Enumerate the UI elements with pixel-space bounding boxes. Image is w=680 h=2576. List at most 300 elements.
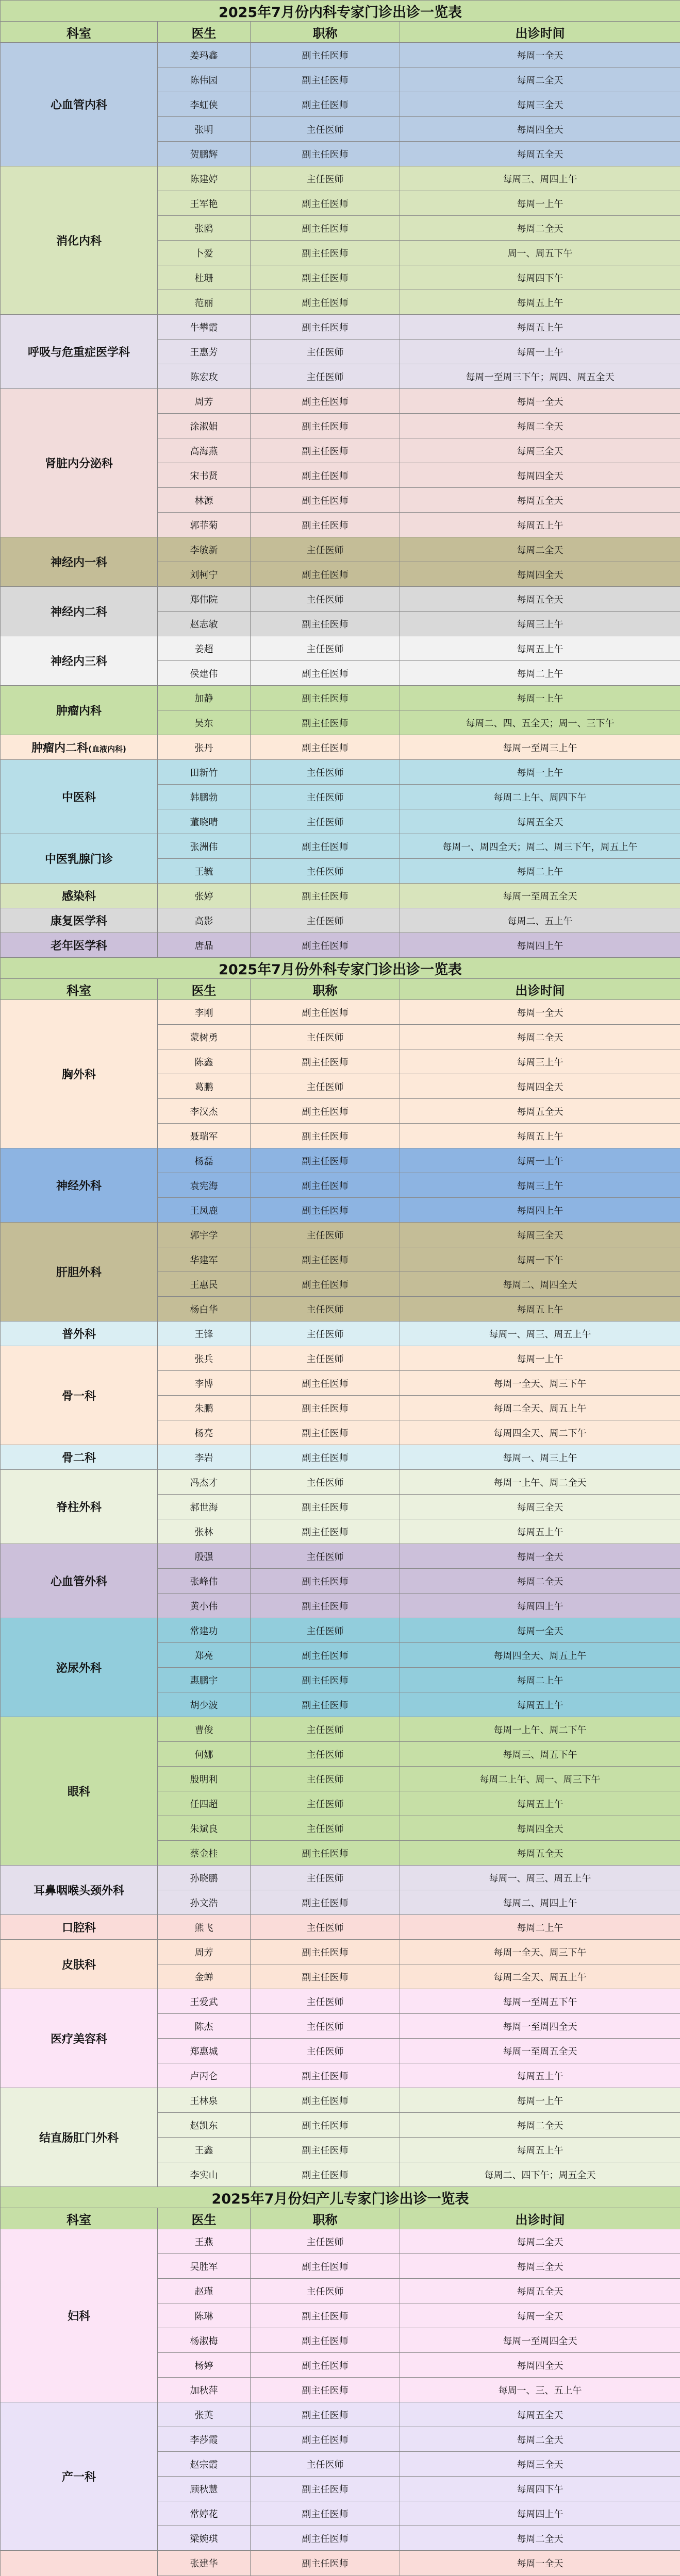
doctor-title: 副主任医师 <box>251 834 400 859</box>
doctor-name: 李岩 <box>158 1445 251 1470</box>
doctor-name: 常建功 <box>158 1618 251 1643</box>
doctor-name: 张婷 <box>158 884 251 908</box>
doctor-row <box>1 43 680 67</box>
doctor-name: 卢丙仑 <box>158 2063 251 2088</box>
doctor-name: 华建军 <box>158 1247 251 1272</box>
doctor-name: 张英 <box>158 2402 251 2427</box>
department-cell <box>1 636 158 686</box>
doctor-row <box>1 1866 680 1890</box>
department-cell <box>1 166 158 315</box>
doctor-name: 朱鹏 <box>158 1396 251 1420</box>
clinic-schedule: 每周一全天、周三下午 <box>400 1371 680 1396</box>
doctor-name: 聂瑞军 <box>158 1124 251 1148</box>
clinic-schedule: 每周三上午 <box>400 1173 680 1198</box>
doctor-row <box>1 735 680 760</box>
department-cell <box>1 2402 158 2551</box>
doctor-name: 王锋 <box>158 1321 251 1346</box>
header-department: 科室 <box>1 979 158 1000</box>
doctor-title: 副主任医师 <box>251 92 400 117</box>
clinic-schedule: 每周四全天 <box>400 117 680 142</box>
doctor-name: 张峰伟 <box>158 1569 251 1594</box>
doctor-row <box>1 1618 680 1643</box>
doctor-title: 副主任医师 <box>251 488 400 513</box>
clinic-schedule: 每周二全天 <box>400 1025 680 1049</box>
doctor-title: 主任医师 <box>251 1074 400 1099</box>
doctor-title: 主任医师 <box>251 2039 400 2063</box>
department-name: 普外科 <box>61 1328 96 1341</box>
doctor-name: 曹俊 <box>158 1717 251 1742</box>
department-name: 心血管内科 <box>50 99 107 112</box>
doctor-row <box>1 1321 680 1346</box>
clinic-schedule: 每周四下午 <box>400 2477 680 2501</box>
doctor-name: 加秋萍 <box>158 2378 251 2402</box>
clinic-schedule: 每周一上午 <box>400 760 680 785</box>
doctor-row <box>1 2229 680 2254</box>
department-cell <box>1 760 158 834</box>
clinic-schedule: 每周四全天 <box>400 1816 680 1841</box>
clinic-schedule: 每周五上午 <box>400 2063 680 2088</box>
doctor-name: 王军艳 <box>158 191 251 216</box>
doctor-title: 副主任医师 <box>251 67 400 92</box>
department-cell <box>1 389 158 537</box>
department-name: 神经内二科 <box>50 606 107 619</box>
department-name: 产一科 <box>61 2471 96 2484</box>
doctor-title: 副主任医师 <box>251 1964 400 1989</box>
clinic-schedule: 每周四上午 <box>400 2501 680 2526</box>
doctor-row <box>1 1989 680 2014</box>
department-name: 脊柱外科 <box>56 1501 102 1514</box>
clinic-schedule: 周一、周五下午 <box>400 241 680 265</box>
doctor-name: 张林 <box>158 1519 251 1544</box>
doctor-title: 主任医师 <box>251 1618 400 1643</box>
doctor-title: 副主任医师 <box>251 1940 400 1964</box>
department-name: 神经外科 <box>56 1180 102 1193</box>
clinic-schedule: 每周三全天 <box>400 1495 680 1519</box>
doctor-name: 胡少波 <box>158 1692 251 1717</box>
clinic-schedule: 每周五上午 <box>400 1124 680 1148</box>
section-title: 2025年7月份内科专家门诊出诊一览表 <box>1 1 680 22</box>
doctor-title: 副主任医师 <box>251 1247 400 1272</box>
doctor-title: 主任医师 <box>251 1544 400 1569</box>
doctor-name: 冯杰才 <box>158 1470 251 1495</box>
clinic-schedule: 每周五上午 <box>400 290 680 315</box>
department-name: 肿瘤内二科 <box>31 742 89 755</box>
department-name: 老年医学科 <box>50 940 107 953</box>
doctor-row <box>1 933 680 958</box>
doctor-title: 副主任医师 <box>251 1198 400 1223</box>
department-cell <box>1 933 158 958</box>
clinic-schedule: 每周一上午 <box>400 191 680 216</box>
clinic-schedule: 每周二上午 <box>400 1668 680 1692</box>
doctor-name: 唐晶 <box>158 933 251 958</box>
doctor-name: 郭菲菊 <box>158 513 251 537</box>
clinic-schedule: 每周二全天、周五上午 <box>400 1964 680 1989</box>
doctor-name: 张洲伟 <box>158 834 251 859</box>
clinic-schedule: 每周一全天 <box>400 1000 680 1025</box>
doctor-title: 主任医师 <box>251 1915 400 1940</box>
doctor-name: 周芳 <box>158 1940 251 1964</box>
department-name: 肝胆外科 <box>56 1266 102 1279</box>
clinic-schedule: 每周四上午 <box>400 1594 680 1618</box>
department-cell <box>1 1000 158 1148</box>
clinic-schedule: 每周二全天 <box>400 2526 680 2551</box>
doctor-name: 张鸥 <box>158 216 251 241</box>
header-department: 科室 <box>1 22 158 43</box>
doctor-row <box>1 1915 680 1940</box>
doctor-row <box>1 908 680 933</box>
doctor-name: 李虹侠 <box>158 92 251 117</box>
clinic-schedule: 每周一至周三下午；周四、周五全天 <box>400 364 680 389</box>
doctor-row <box>1 1940 680 1964</box>
doctor-row <box>1 315 680 340</box>
department-cell <box>1 537 158 587</box>
doctor-title: 副主任医师 <box>251 43 400 67</box>
doctor-title: 主任医师 <box>251 166 400 191</box>
doctor-row <box>1 1148 680 1173</box>
doctor-name: 蔡金桂 <box>158 1841 251 1866</box>
doctor-title: 副主任医师 <box>251 290 400 315</box>
doctor-title: 主任医师 <box>251 2014 400 2039</box>
clinic-schedule: 每周四全天 <box>400 562 680 587</box>
department-cell <box>1 834 158 884</box>
section-title: 2025年7月份外科专家门诊出诊一览表 <box>1 958 680 979</box>
department-name: 中医科 <box>61 791 96 804</box>
doctor-name: 卜爱 <box>158 241 251 265</box>
column-header-row <box>1 22 680 43</box>
department-cell <box>1 1915 158 1940</box>
clinic-schedule: 每周一上午 <box>400 1346 680 1371</box>
doctor-title: 主任医师 <box>251 2279 400 2303</box>
doctor-name: 李敏新 <box>158 537 251 562</box>
doctor-title: 副主任医师 <box>251 1569 400 1594</box>
doctor-name: 张明 <box>158 117 251 142</box>
clinic-schedule: 每周一下午 <box>400 1247 680 1272</box>
doctor-title: 副主任医师 <box>251 315 400 340</box>
doctor-name: 孙晓鹏 <box>158 1866 251 1890</box>
clinic-schedule: 每周五上午 <box>400 513 680 537</box>
doctor-title: 主任医师 <box>251 1470 400 1495</box>
doctor-title: 主任医师 <box>251 340 400 364</box>
doctor-name: 涂淑娟 <box>158 414 251 438</box>
clinic-schedule: 每周一、周四全天；周二、周三下午，周五上午 <box>400 834 680 859</box>
doctor-name: 杨磊 <box>158 1148 251 1173</box>
doctor-name: 李实山 <box>158 2162 251 2187</box>
doctor-name: 郭宇学 <box>158 1223 251 1247</box>
clinic-schedule: 每周一上午 <box>400 1148 680 1173</box>
department-subname: (血液内科) <box>88 744 126 754</box>
department-name: 眼科 <box>67 1786 90 1799</box>
doctor-row <box>1 2088 680 2113</box>
doctor-title: 副主任医师 <box>251 2477 400 2501</box>
doctor-name: 陈宏玫 <box>158 364 251 389</box>
department-name: 肾脏内分泌科 <box>44 457 113 470</box>
doctor-title: 主任医师 <box>251 1816 400 1841</box>
doctor-name: 李刚 <box>158 1000 251 1025</box>
doctor-title: 副主任医师 <box>251 1148 400 1173</box>
doctor-title: 副主任医师 <box>251 686 400 710</box>
doctor-row <box>1 2551 680 2575</box>
clinic-schedule: 每周三、周四上午 <box>400 166 680 191</box>
doctor-name: 吴胜军 <box>158 2254 251 2279</box>
doctor-title: 副主任医师 <box>251 216 400 241</box>
department-name: 消化内科 <box>56 235 102 248</box>
clinic-schedule: 每周三、周五下午 <box>400 1742 680 1767</box>
doctor-title: 副主任医师 <box>251 1445 400 1470</box>
clinic-schedule: 每周一上午 <box>400 2088 680 2113</box>
doctor-name: 董晓晴 <box>158 809 251 834</box>
department-cell <box>1 1223 158 1321</box>
doctor-name: 陈建婷 <box>158 166 251 191</box>
doctor-title: 主任医师 <box>251 1346 400 1371</box>
doctor-title: 副主任医师 <box>251 612 400 636</box>
clinic-schedule: 每周一至周四全天 <box>400 2328 680 2353</box>
doctor-row <box>1 587 680 612</box>
doctor-title: 主任医师 <box>251 537 400 562</box>
clinic-schedule: 每周四全天、周二下午 <box>400 1420 680 1445</box>
doctor-title: 副主任医师 <box>251 1000 400 1025</box>
clinic-schedule: 每周一全天、周三下午 <box>400 1940 680 1964</box>
doctor-title: 副主任医师 <box>251 1272 400 1297</box>
clinic-schedule: 每周四全天 <box>400 1074 680 1099</box>
doctor-name: 李汉杰 <box>158 1099 251 1124</box>
header-doctor: 医生 <box>158 2208 251 2229</box>
doctor-name: 李博 <box>158 1371 251 1396</box>
doctor-name: 王毓 <box>158 859 251 884</box>
clinic-schedule: 每周五上午 <box>400 2138 680 2162</box>
clinic-schedule: 每周五全天 <box>400 142 680 166</box>
doctor-name: 赵瑾 <box>158 2279 251 2303</box>
department-name: 神经内三科 <box>50 655 107 668</box>
doctor-title: 主任医师 <box>251 1321 400 1346</box>
clinic-schedule: 每周五全天 <box>400 1099 680 1124</box>
doctor-name: 杨婷 <box>158 2353 251 2378</box>
doctor-title: 副主任医师 <box>251 2254 400 2279</box>
doctor-title: 主任医师 <box>251 1223 400 1247</box>
clinic-schedule: 每周五上午 <box>400 636 680 661</box>
doctor-name: 惠鹏宇 <box>158 1668 251 1692</box>
clinic-schedule: 每周二全天 <box>400 2427 680 2452</box>
doctor-row <box>1 1717 680 1742</box>
department-name: 呼吸与危重症医学科 <box>27 346 130 359</box>
doctor-title: 副主任医师 <box>251 933 400 958</box>
doctor-name: 陈琳 <box>158 2303 251 2328</box>
clinic-schedule: 每周五上午 <box>400 1519 680 1544</box>
clinic-schedule: 每周一、三、五上午 <box>400 2378 680 2402</box>
clinic-schedule: 每周一、周三、周五上午 <box>400 1321 680 1346</box>
department-cell <box>1 1618 158 1717</box>
department-cell <box>1 1346 158 1445</box>
clinic-schedule: 每周一全天 <box>400 1618 680 1643</box>
department-cell <box>1 1866 158 1915</box>
schedule-body <box>1 1 680 2576</box>
doctor-title: 副主任医师 <box>251 2303 400 2328</box>
clinic-schedule: 每周一至周四全天 <box>400 2014 680 2039</box>
doctor-title: 副主任医师 <box>251 1173 400 1198</box>
doctor-title: 主任医师 <box>251 117 400 142</box>
clinic-schedule: 每周四全天、周五上午 <box>400 1643 680 1668</box>
clinic-schedule: 每周二、周四上午 <box>400 1890 680 1915</box>
doctor-title: 副主任医师 <box>251 1099 400 1124</box>
doctor-name: 殷强 <box>158 1544 251 1569</box>
doctor-name: 宋书贤 <box>158 463 251 488</box>
department-name: 口腔科 <box>61 1922 96 1935</box>
doctor-title: 副主任医师 <box>251 2402 400 2427</box>
column-header-row <box>1 2208 680 2229</box>
doctor-row <box>1 834 680 859</box>
department-cell <box>1 2088 158 2187</box>
doctor-title: 副主任医师 <box>251 2378 400 2402</box>
header-schedule: 出诊时间 <box>400 2208 680 2229</box>
clinic-schedule: 每周一全天 <box>400 1544 680 1569</box>
doctor-name: 黄小伟 <box>158 1594 251 1618</box>
clinic-schedule: 每周四上午 <box>400 933 680 958</box>
doctor-name: 陈杰 <box>158 2014 251 2039</box>
section-title-row <box>1 1 680 22</box>
doctor-row <box>1 760 680 785</box>
doctor-name: 张兵 <box>158 1346 251 1371</box>
clinic-schedule: 每周二、四下午；周五全天 <box>400 2162 680 2187</box>
department-name: 胸外科 <box>61 1069 96 1081</box>
doctor-title: 主任医师 <box>251 1025 400 1049</box>
clinic-schedule: 每周五全天 <box>400 2402 680 2427</box>
clinic-schedule: 每周五上午 <box>400 1791 680 1816</box>
department-cell <box>1 735 158 760</box>
doctor-title: 副主任医师 <box>251 389 400 414</box>
doctor-name: 田新竹 <box>158 760 251 785</box>
department-cell <box>1 884 158 908</box>
department-cell <box>1 315 158 389</box>
clinic-schedule: 每周二、四、五全天；周一、三下午 <box>400 710 680 735</box>
department-name: 感染科 <box>61 890 96 903</box>
clinic-schedule: 每周一上午 <box>400 340 680 364</box>
doctor-title: 副主任医师 <box>251 1396 400 1420</box>
doctor-name: 蒙树勇 <box>158 1025 251 1049</box>
clinic-schedule: 每周五全天 <box>400 1841 680 1866</box>
clinic-schedule: 每周三全天 <box>400 2254 680 2279</box>
department-name: 心血管外科 <box>50 1575 107 1588</box>
department-name: 中医乳腺门诊 <box>44 853 113 866</box>
doctor-name: 姜超 <box>158 636 251 661</box>
clinic-schedule: 每周二全天 <box>400 1569 680 1594</box>
clinic-schedule: 每周二上午、周四下午 <box>400 785 680 809</box>
doctor-title: 副主任医师 <box>251 1049 400 1074</box>
doctor-row <box>1 1445 680 1470</box>
clinic-schedule: 每周五上午 <box>400 1692 680 1717</box>
doctor-title: 副主任医师 <box>251 710 400 735</box>
doctor-title: 副主任医师 <box>251 414 400 438</box>
section-title: 2025年7月份妇产儿专家门诊出诊一览表 <box>1 2187 680 2208</box>
clinic-schedule: 每周一至周五全天 <box>400 2039 680 2063</box>
doctor-title: 副主任医师 <box>251 884 400 908</box>
doctor-title: 主任医师 <box>251 785 400 809</box>
department-cell <box>1 2229 158 2402</box>
doctor-title: 副主任医师 <box>251 2138 400 2162</box>
doctor-row <box>1 1346 680 1371</box>
doctor-name: 王惠民 <box>158 1272 251 1297</box>
clinic-schedule: 每周二上午、周一、周三下午 <box>400 1767 680 1791</box>
department-name: 肿瘤内科 <box>56 705 102 718</box>
doctor-name: 刘柯宁 <box>158 562 251 587</box>
header-department: 科室 <box>1 2208 158 2229</box>
header-title: 职称 <box>251 22 400 43</box>
doctor-title: 副主任医师 <box>251 1495 400 1519</box>
clinic-schedule: 每周三全天 <box>400 2452 680 2477</box>
doctor-title: 主任医师 <box>251 1791 400 1816</box>
doctor-title: 副主任医师 <box>251 1124 400 1148</box>
department-cell <box>1 908 158 933</box>
doctor-name: 何娜 <box>158 1742 251 1767</box>
doctor-title: 副主任医师 <box>251 191 400 216</box>
doctor-name: 高影 <box>158 908 251 933</box>
doctor-name: 孙文浩 <box>158 1890 251 1915</box>
doctor-name: 杜珊 <box>158 265 251 290</box>
department-name: 骨一科 <box>61 1390 96 1403</box>
clinic-schedule: 每周四全天 <box>400 463 680 488</box>
doctor-title: 主任医师 <box>251 2452 400 2477</box>
department-name: 泌尿外科 <box>56 1662 102 1675</box>
doctor-name: 杨亮 <box>158 1420 251 1445</box>
header-doctor: 医生 <box>158 979 251 1000</box>
clinic-schedule: 每周二全天 <box>400 414 680 438</box>
clinic-schedule: 每周一至周五下午 <box>400 1989 680 2014</box>
doctor-name: 姜玛鑫 <box>158 43 251 67</box>
doctor-row <box>1 686 680 710</box>
doctor-name: 范丽 <box>158 290 251 315</box>
doctor-row <box>1 1544 680 1569</box>
clinic-schedule: 每周二、五上午 <box>400 908 680 933</box>
doctor-name: 韩鹏勃 <box>158 785 251 809</box>
doctor-title: 副主任医师 <box>251 142 400 166</box>
doctor-title: 副主任医师 <box>251 1668 400 1692</box>
doctor-row <box>1 389 680 414</box>
clinic-schedule: 每周二全天 <box>400 2113 680 2138</box>
doctor-name: 侯建伟 <box>158 661 251 686</box>
doctor-row <box>1 1000 680 1025</box>
doctor-name: 加静 <box>158 686 251 710</box>
doctor-row <box>1 1223 680 1247</box>
doctor-row <box>1 636 680 661</box>
clinic-schedule: 每周一全天 <box>400 2303 680 2328</box>
clinic-schedule: 每周二全天 <box>400 537 680 562</box>
doctor-title: 主任医师 <box>251 1989 400 2014</box>
doctor-name: 朱斌良 <box>158 1816 251 1841</box>
clinic-schedule: 每周二上午 <box>400 1915 680 1940</box>
doctor-title: 副主任医师 <box>251 2162 400 2187</box>
doctor-name: 王燕 <box>158 2229 251 2254</box>
department-name: 耳鼻咽喉头颈外科 <box>33 1885 124 1897</box>
doctor-title: 主任医师 <box>251 859 400 884</box>
doctor-title: 副主任医师 <box>251 2088 400 2113</box>
department-name: 康复医学科 <box>50 915 107 928</box>
department-cell <box>1 1321 158 1346</box>
clinic-schedule: 每周一至周三上午 <box>400 735 680 760</box>
doctor-name: 郑亮 <box>158 1643 251 1668</box>
department-cell <box>1 1717 158 1866</box>
doctor-name: 杨白华 <box>158 1297 251 1321</box>
clinic-schedule: 每周一、周三上午 <box>400 1445 680 1470</box>
doctor-title: 副主任医师 <box>251 1692 400 1717</box>
doctor-title: 副主任医师 <box>251 513 400 537</box>
doctor-name: 郝世海 <box>158 1495 251 1519</box>
doctor-name: 赵志敏 <box>158 612 251 636</box>
clinic-schedule: 每周四上午 <box>400 1198 680 1223</box>
department-cell <box>1 1148 158 1223</box>
doctor-title: 副主任医师 <box>251 2353 400 2378</box>
doctor-name: 熊飞 <box>158 1915 251 1940</box>
clinic-schedule: 每周二全天 <box>400 67 680 92</box>
doctor-name: 牛攀霞 <box>158 315 251 340</box>
doctor-name: 陈伟园 <box>158 67 251 92</box>
